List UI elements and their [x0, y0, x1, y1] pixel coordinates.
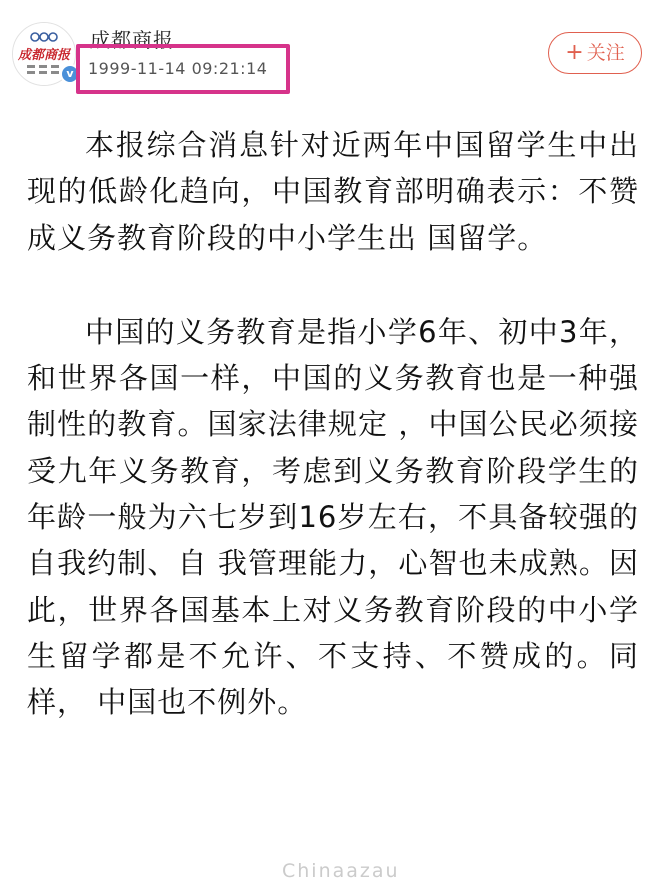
follow-label: 关注 [586, 42, 625, 64]
follow-button[interactable] [548, 32, 642, 74]
verified-badge-icon: v [60, 64, 80, 84]
post-header [0, 0, 660, 110]
article-paragraph-2: 中国的义务教育是指小学6年、初中3年，和世界各国一样，中国的义务教育也是一种强制性的教育。国家法律规定 ，中国公民必须接受九年义务教育，考虑到义务教育阶段学生的年龄一般为六七岁到16岁左右，不具备较强的自我约制、自 我管理能力，心智也未成熟。因此，世界各国基本上对义务教育阶段的中小学生留学都是不允许、不支持、不赞成的。同样， 中国也不例外。 [27, 314, 639, 720]
plus-icon: + [565, 40, 584, 65]
logo-text: 成都商报 [17, 48, 71, 63]
post-timestamp: 1999-11-14 09:21:14 [88, 59, 268, 78]
article-paragraph-1: 本报综合消息针对近两年中国留学生中出现的低龄化趋向，中国教育部明确表示：不赞成义务教育阶段的中小学生出 国留学。 [27, 128, 639, 255]
author-name[interactable]: 成都商报 [90, 28, 174, 52]
site-watermark: Chinaazau [282, 860, 400, 882]
article-body [27, 122, 639, 726]
